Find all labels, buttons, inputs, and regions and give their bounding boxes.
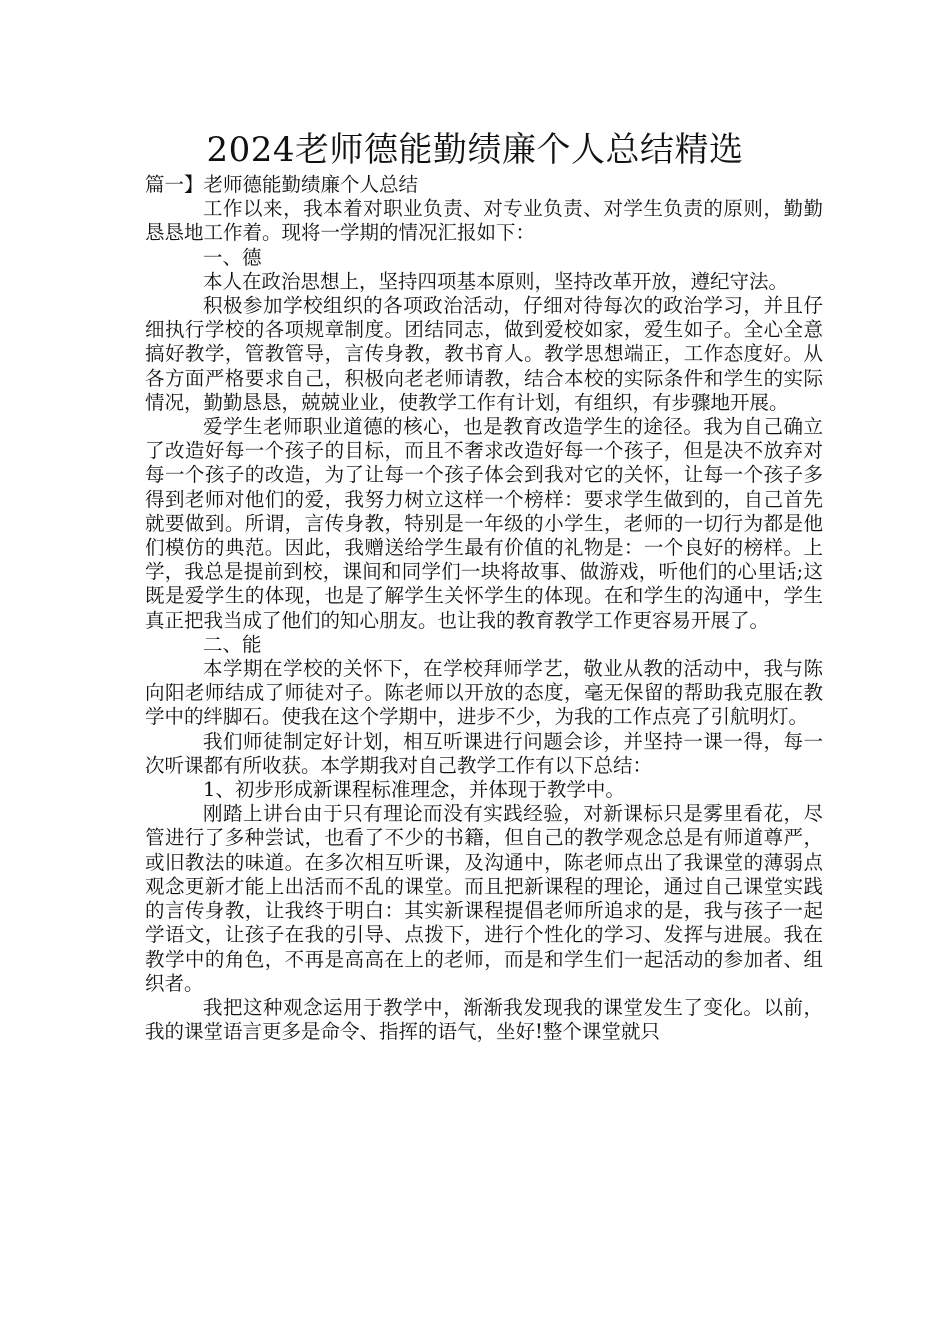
document-body: [145, 173, 823, 1044]
subheading-de: 一、德: [203, 245, 262, 269]
subheading-neng: 二、能: [203, 632, 262, 656]
paragraph: 我把这种观念运用于教学中，渐渐我发现我的课堂发生了变化。以前，我的课堂语言更多是命令、指挥的语气，坐好!整个课堂就只: [145, 995, 823, 1044]
paragraph: 积极参加学校组织的各项政治活动，仔细对待每次的政治学习，并且仔细执行学校的各项规章制度。团结同志，做到爱校如家，爱生如子。全心全意搞好教学，管教管导，言传身教，教书育人。教学思想端正，工作态度好。从各方面严格要求自己，积极向老老师请教，结合本校的实际条件和学生的实际情况，勤勤恳恳，兢兢业业，使教学工作有计划，有组织，有步骤地开展。: [145, 294, 823, 414]
numbered-item: 1、初步形成新课程标准理念，并体现于教学中。: [203, 778, 625, 802]
paragraph: 爱学生老师职业道德的核心，也是教育改造学生的途径。我为自己确立了改造好每一个孩子的目标，而且不奢求改造好每一个孩子，但是决不放弃对每一个孩子的改造，为了让每一个孩子体会到我对它的关怀，让每一个孩子多得到老师对他们的爱，我努力树立这样一个榜样：要求学生做到的，自己首先就要做到。所谓，言传身教，特别是一年级的小学生，老师的一切行为都是他们模仿的典范。因此，我赠送给学生最有价值的礼物是：一个良好的榜样。上学，我总是提前到校，课间和同学们一块将故事、做游戏，听他们的心里话;这既是爱学生的体现，也是了解学生关怀学生的体现。在和学生的沟通中，学生真正把我当成了他们的知心朋友。也让我的教育教学工作更容易开展了。: [145, 415, 823, 632]
section-heading: 篇一】老师德能勤绩廉个人总结: [145, 173, 419, 196]
paragraph: 刚踏上讲台由于只有理论而没有实践经验，对新课标只是雾里看花，尽管进行了多种尝试，也看了不少的书籍，但自己的教学观念总是有师道尊严，或旧教法的味道。在多次相互听课，及沟通中，陈老师点出了我课堂的薄弱点观念更新才能上出活而不乱的课堂。而且把新课程的理论，通过自己课堂实践的言传身教，让我终于明白：其实新课程提倡老师所追求的是，我与孩子一起学语文，让孩子在我的引导、点拨下，进行个性化的学习、发挥与进展。我在教学中的角色，不再是高高在上的老师，而是和学生们一起活动的参加者、组织者。: [145, 802, 823, 995]
document-title: 2024老师德能勤绩廉个人总结精选: [206, 130, 744, 170]
paragraph: 本学期在学校的关怀下，在学校拜师学艺，敬业从教的活动中，我与陈向阳老师结成了师徒对子。陈老师以开放的态度，毫无保留的帮助我克服在教学中的绊脚石。使我在这个学期中，进步不少，为我的工作点亮了引航明灯。: [145, 657, 823, 729]
paragraph: 我们师徒制定好计划，相互听课进行问题会诊，并坚持一课一得，每一次听课都有所收获。本学期我对自己教学工作有以下总结：: [145, 729, 823, 777]
paragraph: 工作以来，我本着对职业负责、对专业负责、对学生负责的原则，勤勤恳恳地工作着。现将一学期的情况汇报如下：: [145, 197, 823, 245]
paragraph: 本人在政治思想上，坚持四项基本原则，坚持改革开放，遵纪守法。: [203, 269, 789, 293]
